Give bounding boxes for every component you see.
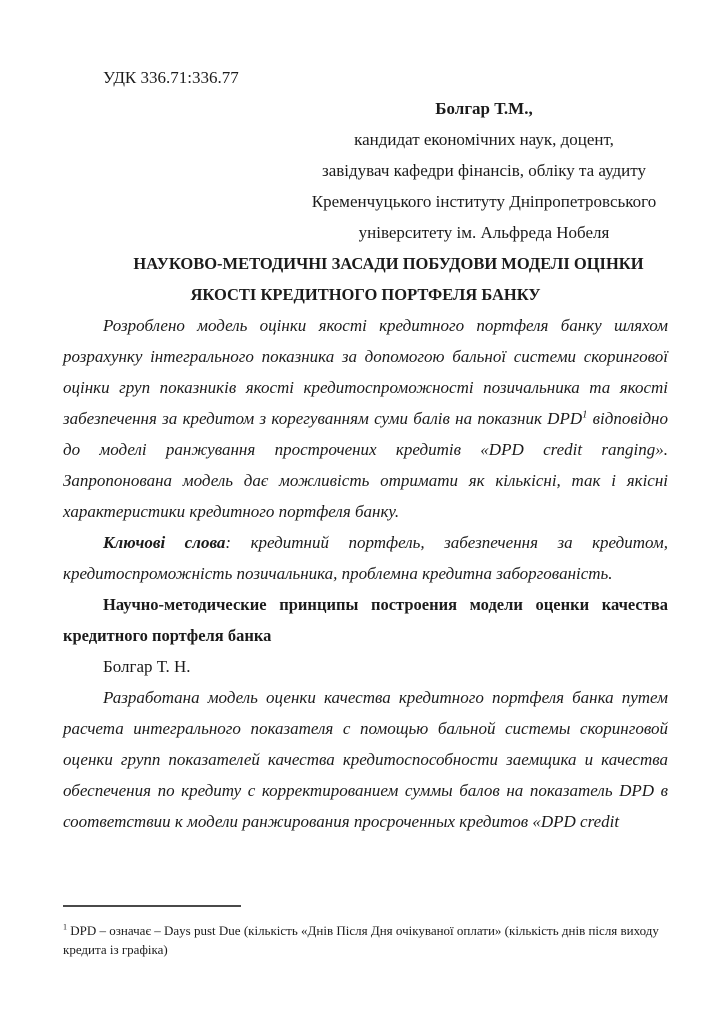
footnote-area bbox=[63, 903, 668, 969]
keywords-text: : кредитний портфель, забезпечення за кредитом, кредитоспроможність позичальника, проблемна кредитна заборгованість. bbox=[63, 533, 668, 583]
footnote-reference-mark: 1 bbox=[582, 409, 588, 421]
author-block bbox=[300, 93, 668, 248]
author-position-line: завідувач кафедри фінансів, обліку та аудиту bbox=[322, 161, 646, 180]
abstract-ukrainian-text-2: відповідно до моделі ранжування прострочених кредитів «DPD credit ranging». Запропонована модель дає можливість отримати як кількісні, так і якісні характеристики кредитного портфеля банку. bbox=[63, 409, 668, 521]
keywords-label: Ключові слова bbox=[103, 533, 226, 552]
author-degree-line: кандидат економічних наук, доцент, bbox=[354, 130, 614, 149]
keywords-ukrainian bbox=[63, 527, 668, 589]
abstract-ukrainian bbox=[63, 310, 668, 527]
footnote bbox=[63, 921, 668, 959]
article-title: НАУКОВО-МЕТОДИЧНІ ЗАСАДИ ПОБУДОВИ МОДЕЛІ ОЦІНКИ ЯКОСТІ КРЕДИТНОГО ПОРТФЕЛЯ БАНКУ bbox=[133, 254, 644, 304]
heading-russian: Научно-методические принципы построения модели оценки качества кредитного портфеля банка bbox=[63, 595, 668, 645]
author-russian: Болгар Т. Н. bbox=[103, 657, 191, 676]
footnote-separator-rule bbox=[63, 905, 241, 907]
author-name: Болгар Т.М., bbox=[435, 99, 533, 118]
abstract-ukrainian-text-1: Розроблено модель оцінки якості кредитного портфеля банку шляхом розрахунку інтегрального показника за допомогою бальної системи скорингової оцінки груп показників якості кредитоспроможності позичальника та якості забезпечення за кредитом з корегуванням суми балів на показник DPD bbox=[63, 316, 668, 428]
udc-code: УДК 336.71:336.77 bbox=[103, 68, 239, 87]
abstract-russian: Разработана модель оценки качества кредитного портфеля банка путем расчета интегрального показателя с помощью бальной системы скоринговой оценки групп показателей качества кредитоспособности заемщика и качества обеспечения по кредиту с корректированием суммы балов на показатель DPD в соответствии к модели ранжирования просроченных кредитов «DPD credit bbox=[63, 688, 668, 831]
author-institute-line: Кременчуцького інституту Дніпропетровського bbox=[311, 192, 657, 211]
footnote-text: DPD – означає – Days pust Due (кількість «Днів Після Дня очікуваної оплати» (кількість днів після виходу кредита із графіка) bbox=[63, 923, 659, 957]
page-content bbox=[63, 62, 668, 837]
author-university-line: університету ім. Альфреда Нобеля bbox=[358, 223, 610, 242]
footnote-number: 1 bbox=[63, 922, 68, 932]
